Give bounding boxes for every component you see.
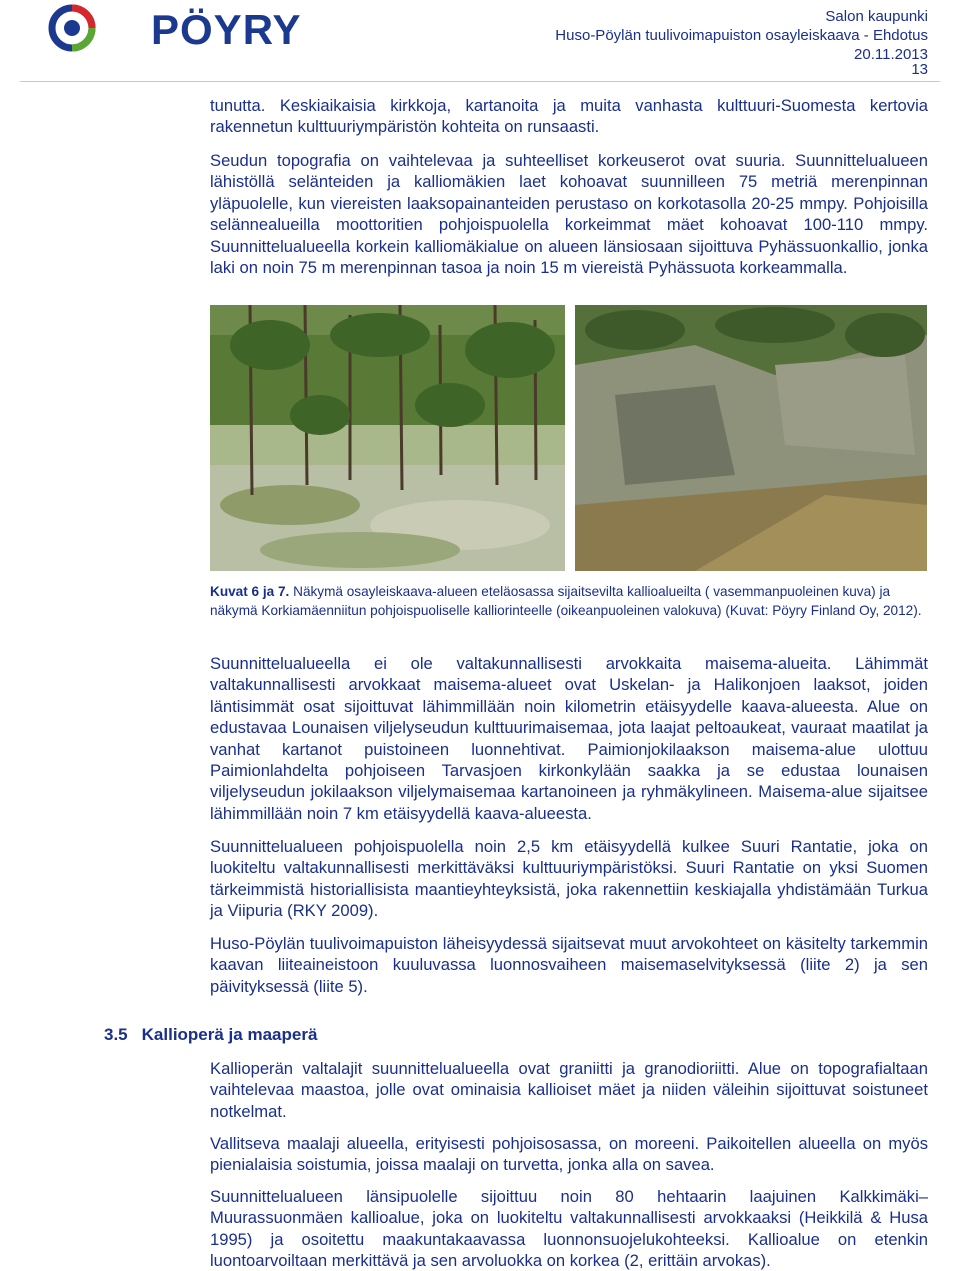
logo-wordmark: PÖYRY: [151, 6, 302, 53]
paragraph-cultural-heritage: tunutta. Keskiaikaisia kirkkoja, kartanoita ja muita vanhasta kulttuuri-Suomesta kertovia rakennetun kulttuuriympäristön kohteita on runsaasti.: [210, 96, 928, 137]
poyry-logo-mark-icon: [48, 4, 148, 52]
figure-caption: [210, 582, 930, 620]
section-number: 3.5: [104, 1025, 128, 1044]
section-heading: [104, 1025, 317, 1045]
paragraph-suuri-rantatie: Suunnittelualueen pohjoispuolella noin 2,5 km etäisyydellä kulkee Suuri Rantatie, joka on luokiteltu valtakunnallisesti merkittäväksi kulttuuriympäristöksi. Suuri Rantatie on yksi Suomen tärkeimmistä historiallisista maantieyhteyksistä, joka rakennettiin keskiajalla yhdistämään Turkua ja Viipuria (RKY 2009).: [210, 837, 928, 921]
document-header-info: [555, 7, 928, 64]
project-title: Huso-Pöylän tuulivoimapuiston osayleiskaava - Ehdotus: [555, 27, 928, 44]
paragraph-topography: Seudun topografia on vaihtelevaa ja suhteelliset korkeuserot ovat suuria. Suunnittelualueen lähistöllä selänteiden ja kalliomäkien laet kohoavat suunnilleen 75 metriä merenpinnan yläpuolelle, kun viereisten laaksopainanteiden perustaso on korkotasolla 20-25 mmpy. Pohjoisilla selännealueilla moottoritien pohjoispuolella korkeimmat mäet kohoavat 100-110 mmpy. Suunnittelualueella korkein kalliomäkialue on alueen länsiosaan sijoittuva Pyhässuonkallio, jonka laki on noin 75 m merenpinnan tasoa ja noin 15 m viereistä Pyhässuota korkeammalla.: [210, 151, 928, 278]
client-name: Salon kaupunki: [825, 8, 928, 25]
document-date: 20.11.2013: [854, 46, 928, 63]
caption-label: Kuvat 6 ja 7.: [210, 584, 290, 599]
paragraph-rock-area: Suunnittelualueen länsipuolelle sijoittuu noin 80 hehtaarin laajuinen Kalkkimäki–Muurassuonmäen kallioalue, joka on luokiteltu valtakunnallisesti arvokkaaksi (Heikkilä & Husa 1995) ja osoitettu maakuntakaavassa luonnonsuojelukohteeksi. Kallioalue on etenkin luontoarvoiltaan merkittävä ja sen arvoluokka on korkea (2, erittäin arvokas).: [210, 1187, 928, 1271]
section-title: Kallioperä ja maaperä: [141, 1025, 318, 1044]
paragraph-landscape-areas: Suunnittelualueella ei ole valtakunnallisesti arvokkaita maisema-alueita. Lähimmät valtakunnallisesti arvokkaat maisema-alueet ovat Uskelan- ja Halikonjoen laaksot, joiden läntisimmät osat sijoittuvat lähimmillään noin kilometrin etäisyydelle kaava-alueesta. Alue on edustavaa Lounaisen viljelyseudun kulttuurimaisemaa, jota laajat peltoaukeat, vauraat maatilat ja vanhat kartanot puistoineen luonnehtivat. Paimionjokilaakson maisema-alue ulottuu Paimionlahdelta pohjoiseen Tarvasjoen kirkonkylään saakka ja se edustaa lounaisen viljelyseudun jokilaakson viljelymaisemaa kartanoineen ja ryhmäkylineen. Maisema-alue sijaitsee lähimmillään noin 7 km etäisyydellä kaava-alueesta.: [210, 654, 928, 823]
paragraph-other-values: Huso-Pöylän tuulivoimapuiston läheisyydessä sijaitsevat muut arvokohteet on käsitelty tarkemmin kaavan liiteaineistoon kuuluvassa luonnosvaiheen maisemaselvityksessä (liite 2) ja sen päivityksessä (liite 5).: [210, 934, 928, 996]
caption-text: Näkymä osayleiskaava-alueen eteläosassa sijaitsevilta kallioalueilta ( vasemmanpuoleinen kuva) ja näkymä Korkiamäenniitun pohjoispuoliselle kalliorinteelle (oikeanpuoleinen valokuva) (Kuvat: Pöyry Finland Oy, 2012).: [210, 584, 922, 618]
photo-forest-rock-area: [210, 305, 565, 571]
page-number: 13: [911, 61, 928, 78]
paragraph-bedrock: Kallioperän valtalajit suunnittelualueella ovat graniitti ja granodioriitti. Alue on topografialtaan vaihtelevaa maastoa, jolle ovat ominaisia kallioiset mäet ja niiden väleihin sijoittuvat soistuneet notkelmat.: [210, 1059, 928, 1121]
photo-rocky-hillside: [575, 305, 927, 571]
paragraph-soil: Vallitseva maalaji alueella, erityisesti pohjoisosassa, on moreeni. Paikoitellen alueella on myös pienialaisia soistumia, joissa maalaji on turvetta, jonka alla on savea.: [210, 1134, 928, 1175]
header-divider: [20, 81, 940, 82]
poyry-logo: [48, 4, 302, 53]
